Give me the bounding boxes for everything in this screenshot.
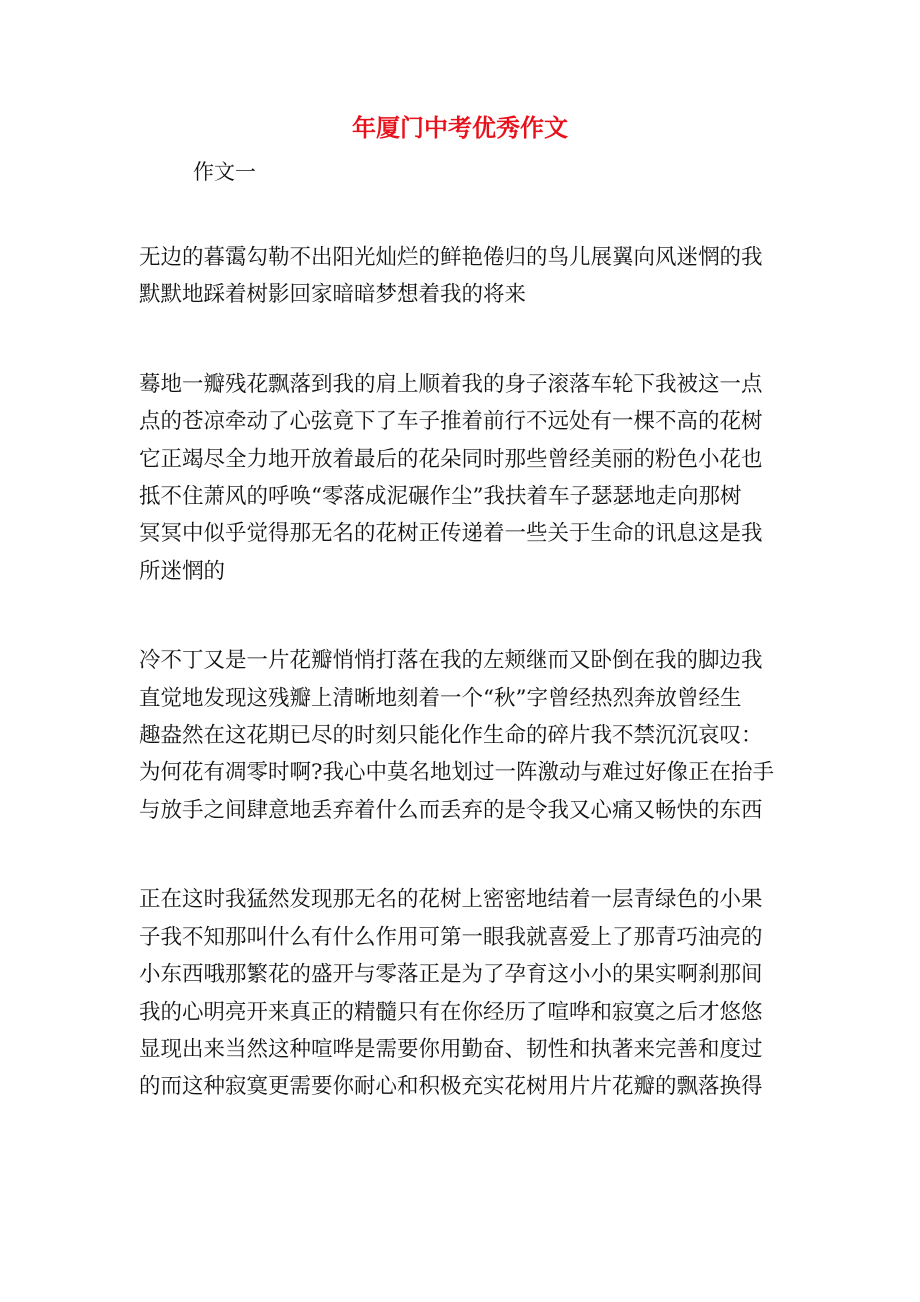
text-line: 趣盎然在这花期已尽的时刻只能化作生命的碎片我不禁沉沉哀叹： [139, 723, 763, 749]
text-line: 蓦地一瓣残花飘落到我的肩上顺着我的身子滚落车轮下我被这一点 [139, 371, 763, 397]
paragraph-3 [139, 642, 779, 829]
text-line: 与放手之间肆意地丢弃着什么而丢弃的是令我又心痛又畅快的东西 [139, 797, 763, 823]
text-line: 所迷惘的 [139, 558, 226, 584]
text-line: 抵不住萧风的呼唤“零落成泥碾作尘”我扶着车子瑟瑟地走向那树 [139, 484, 742, 510]
text-line: 显现出来当然这种喧哗是需要你用勤奋、韧性和执著来完善和度过 [139, 1036, 763, 1062]
document-title: 年厦门中考优秀作文 [352, 114, 568, 142]
text-line: 无边的暮霭勾勒不出阳光灿烂的鲜艳倦归的鸟儿展翼向风迷惘的我 [139, 245, 763, 270]
paragraph-4 [139, 881, 779, 1105]
paragraph-1 [139, 239, 779, 314]
essay-body [139, 239, 779, 1158]
text-line: 小东西哦那繁花的盛开与零落正是为了孕育这小小的果实啊刹那间 [139, 962, 763, 988]
essay-subtitle: 作文一 [193, 160, 256, 184]
text-line: 冥冥中似乎觉得那无名的花树正传递着一些关于生命的讯息这是我 [139, 521, 763, 547]
paragraph-2 [139, 366, 779, 590]
text-line: 为何花有凋零时啊?我心中莫名地划过一阵激动与难过好像正在抬手 [139, 760, 775, 786]
text-line: 默默地踩着树影回家暗暗梦想着我的将来 [139, 282, 527, 308]
text-line: 子我不知那叫什么有什么作用可第一眼我就喜爱上了那青巧油亮的 [139, 924, 763, 950]
text-line: 冷不丁又是一片花瓣悄悄打落在我的左颊继而又卧倒在我的脚边我 [139, 648, 763, 674]
text-line: 我的心明亮开来真正的精髓只有在你经历了喧哗和寂寞之后才悠悠 [139, 999, 763, 1025]
text-line: 点的苍凉牵动了心弦竟下了车子推着前行不远处有一棵不高的花树 [139, 409, 763, 435]
text-line: 的而这种寂寞更需要你耐心和积极充实花树用片片花瓣的飘落换得 [139, 1074, 763, 1100]
text-line: 它正竭尽全力地开放着最后的花朵同时那些曾经美丽的粉色小花也 [139, 446, 763, 472]
text-line: 直觉地发现这残瓣上清晰地刻着一个“秋”字曾经热烈奔放曾经生 [139, 685, 742, 711]
text-line: 正在这时我猛然发现那无名的花树上密密地结着一层青绿色的小果 [139, 887, 763, 913]
